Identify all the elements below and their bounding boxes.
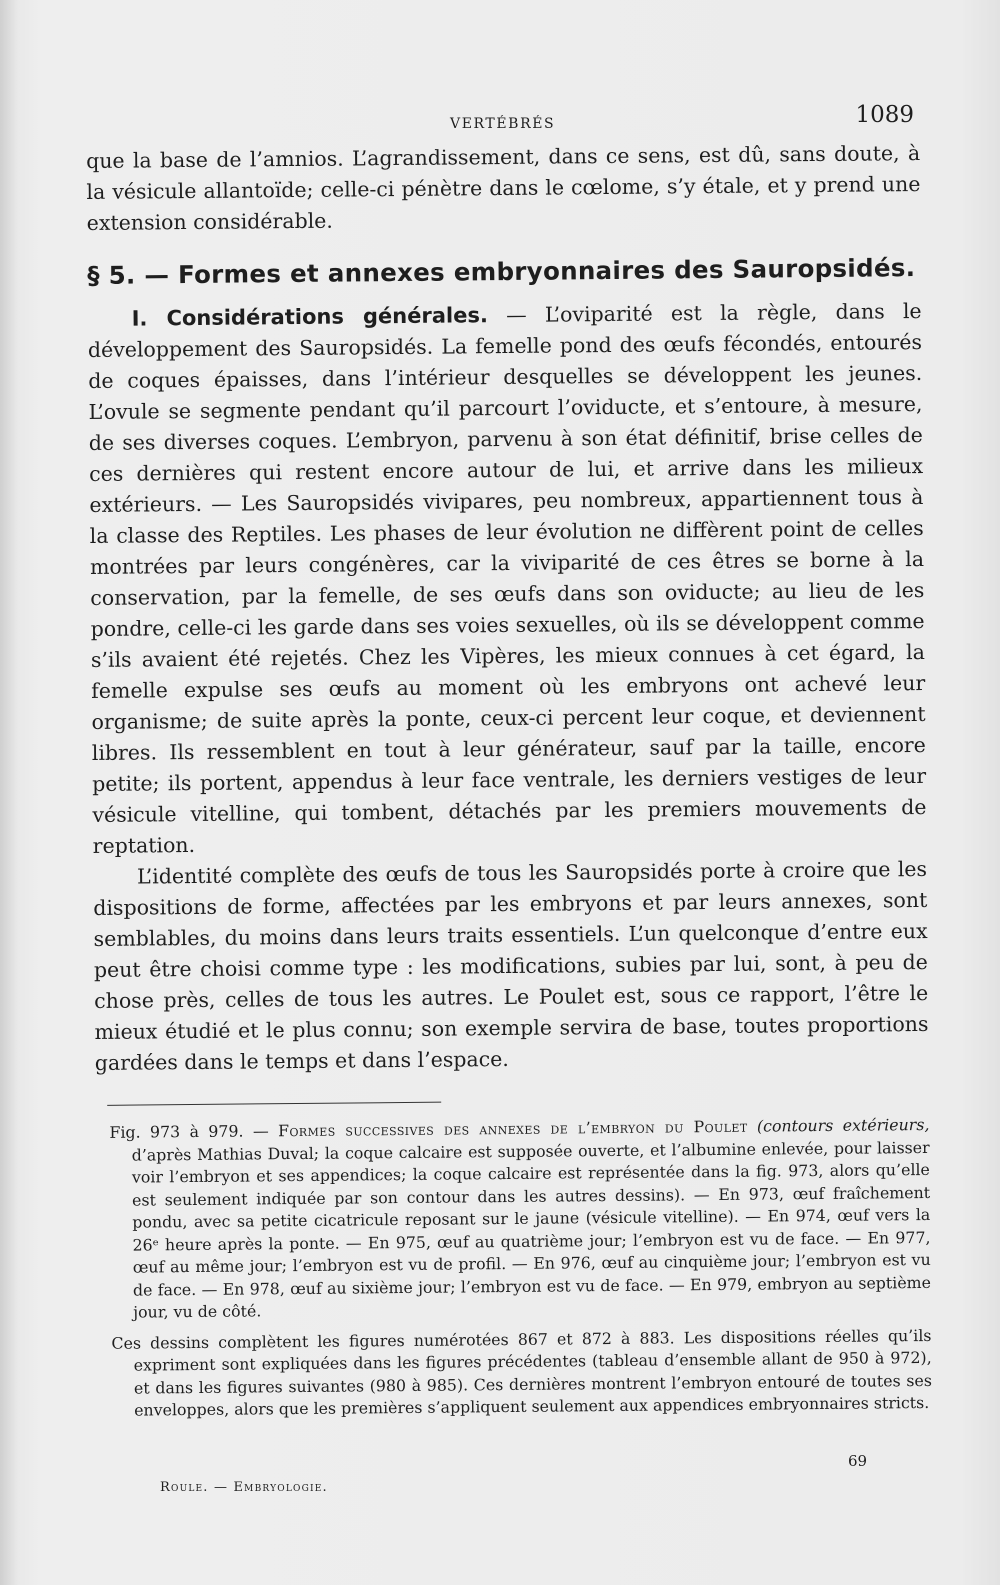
caption-text: d’après Mathias Duval; la coque calcaire est supposée ouverte, et l’albumine enlevée, pour laisser voir l’embryon et ses appendices; la coque calcaire est représentée dans la fig. 973, alors qu’elle est seulement indiquée par son contour dans les autres dessins). — En 973, œuf fraîchement pondu, avec sa petite cicatricule reposant sur le jaune (vésicule vitelline). — En 974, œuf vers la 26ᵉ heure après la ponte. — En 975, œuf au quatrième jour; l’embryon est vu de face. — En 977, œuf au même jour; l’embryon est vu de profil. — En 976, œuf au cinquième jour; l’embryon est vu de face. — En 978, œuf au sixième jour; l’embryon est vu de face. — En 979, embryon au septième jour, vu de côté. bbox=[131, 1137, 932, 1322]
running-head: VERTÉBRÉS bbox=[450, 116, 556, 132]
page-header bbox=[88, 100, 918, 140]
caption-note: Ces dessins complètent les figures numérotées 867 et 872 à 883. Les dispositions réelles qu’ils expriment sont expliquées dans les figures précédentes (tableau d’ensemble allant de 950 à 972), et dans les figures suivantes (980 à 985). Ces dernières montrent l’embryon entouré de toutes ses enveloppes, alors que les premières s’appliquent seulement aux appendices embryonnaires stricts. bbox=[111, 1325, 932, 1420]
caption-title: Formes successives des annexes de l’embryon du Poulet bbox=[277, 1116, 748, 1141]
footnote-rule bbox=[107, 1102, 441, 1106]
footer-author: Roule. — Embryologie. bbox=[160, 1480, 328, 1495]
paragraph-oviparity-text: — L’oviparité est la règle, dans le développement des Sauropsidés. La femelle pond des œufs fécondés, entourés de coques épaisses, dans l’intérieur desquelles se développent les jeunes. L’ovule se segmente pendant qu’il parcourt l’oviducte, et s’entoure, à mesure, de ses diverses coques. L’embryon, parvenu à son état définitif, brise celles de ces dernières qui restent encore autour de lui, et arrive dans les milieux extérieurs. — Les Sauropsidés vivipares, peu nombreux, appartiennent tous à la classe des Reptiles. Les phases de leur évolution ne diffèrent point de celles montrées par leurs congénères, car la viviparité de ces êtres se borne à la conservation, par la femelle, de ses œufs dans son oviducte; au lieu de les pondre, celle-ci les garde dans ses voies sexuelles, où ils se développent comme s’ils avaient été rejetés. Chez les Vipères, les mieux connues à cet égard, la femelle expulse ses œufs au moment où les embryons ont achevé leur organisme; de suite après la ponte, ceux-ci percent leur coque, et deviennent libres. Ils ressemblent en tout à leur générateur, sauf par la taille, encore petite; ils portent, appendus à leur face ventrale, les derniers vestiges de leur vésicule vitelline, qui tombent, détachés par les premiers mouvements de reptation. bbox=[87, 298, 927, 858]
signature-mark: 69 bbox=[848, 1452, 868, 1470]
page-content bbox=[86, 138, 932, 1422]
page-footer bbox=[88, 1452, 888, 1512]
page-number: 1089 bbox=[855, 102, 914, 128]
caption-title-italic: (contours extérieurs, bbox=[747, 1114, 930, 1136]
paragraph-general-considerations bbox=[88, 296, 927, 862]
subheading: I. Considérations générales. bbox=[131, 303, 488, 331]
section-heading: § 5. — Formes et annexes embryonnaires des Sauropsidés. bbox=[87, 253, 916, 290]
paragraph-identity: L’identité complète des œufs de tous les Sauropsidés porte à croire que les dispositions de forme, affectées par les embryons et par leurs annexes, sont semblables, du moins dans leurs traits essentiels. L’un quelconque d’entre eux peut être choisi comme type : les modifications, subies par lui, sont, à peu de chose près, celles de tous les autres. Le Poulet est, sous ce rapport, l’être le mieux étudié et le plus connu; son exemple servira de base, toutes proportions gardées dans le temps et dans l’espace. bbox=[93, 856, 929, 1075]
paragraph-continued: que la base de l’amnios. L’agrandissement, dans ce sens, est dû, sans doute, à la vésicule allantoïde; celle-ci pénètre dans le cœlome, s’y étale, et y prend une extension considérable. bbox=[86, 140, 921, 235]
figure-caption bbox=[95, 1114, 931, 1324]
caption-dash: — bbox=[243, 1121, 279, 1141]
figure-label: Fig. 973 à 979. bbox=[109, 1121, 244, 1142]
